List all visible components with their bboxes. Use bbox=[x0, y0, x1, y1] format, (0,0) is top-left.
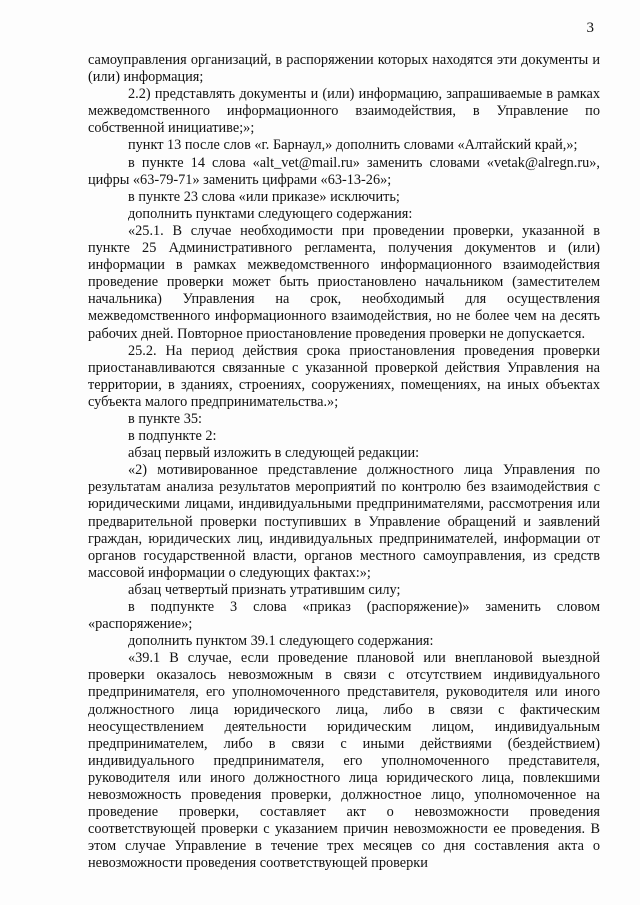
paragraph: «39.1 В случае, если проведение плановой или внеплановой выездной проверки оказалось невозможным в связи с отсутствием индивидуального предпринимателя, его уполномоченного представителя, руководителя или иного должностного лица юридического лица, либо в связи с фактическим неосуществлением деятельности юридическим лицом, индивидуальным предпринимателем, либо в связи с иными действиями (бездействием) индивидуального предпринимателя, его уполномоченного представителя, руководителя или иного должностного лица юридического лица, повлекшими невозможность проведения проверки, должностное лицо, уполномоченное на проведение проверки, составляет акт о невозможности проведения соответствующей проверки с указанием причин невозможности ее проведения. В этом случае Управление в течение трех месяцев со дня составления акта о невозможности проведения соответствующей проверки bbox=[88, 650, 600, 872]
paragraph: в пункте 35: bbox=[128, 410, 202, 427]
paragraph: абзац первый изложить в следующей редакции: bbox=[128, 445, 420, 462]
paragraph: в пункте 14 слова «alt_vet@mail.ru» заменить словами «vetak@alregn.ru», цифры «63-79-71» заменить цифрами «63-13-26»; bbox=[88, 154, 600, 188]
paragraph: самоуправления организаций, в распоряжении которых находятся эти документы и (или) информация; bbox=[88, 52, 600, 86]
page-number: 3 bbox=[586, 20, 594, 36]
paragraph: 2.2) представлять документы и (или) информацию, запрашиваемые в рамках межведомственного информационного взаимодействия, в Управление по собственной инициативе;»; bbox=[88, 86, 600, 137]
paragraph: абзац четвертый признать утратившим силу; bbox=[128, 581, 401, 598]
paragraph: 25.2. На период действия срока приостановления проведения проверки приостанавливаются связанные с указанной проверкой действия Управления на территории, в зданиях, строениях, сооружениях, помещениях, на иных объектах субъекта малого предпринимательства.»; bbox=[88, 342, 600, 410]
paragraph: дополнить пунктами следующего содержания: bbox=[128, 205, 413, 222]
paragraph: в подпункте 3 слова «приказ (распоряжение)» заменить словом «распоряжение»; bbox=[88, 599, 600, 633]
paragraph: пункт 13 после слов «г. Барнаул,» дополнить словами «Алтайский край,»; bbox=[128, 137, 578, 154]
document-body bbox=[88, 52, 600, 873]
paragraph: дополнить пунктом 39.1 следующего содержания: bbox=[128, 633, 434, 650]
paragraph: «2) мотивированное представление должностного лица Управления по результатам анализа результатов мероприятий по контролю без взаимодействия с юридическими лицами, индивидуальными предпринимателями, рассмотрения или предварительной проверки поступивших в Управление обращений и заявлений граждан, юридических лиц, индивидуальных предпринимателей, информации от органов государственной власти, органов местного самоуправления, из средств массовой информации о следующих фактах:»; bbox=[88, 462, 600, 581]
paragraph: «25.1. В случае необходимости при проведении проверки, указанной в пункте 25 Административного регламента, получения документов и (или) информации в рамках межведомственного информационного взаимодействия проведение проверки может быть приостановлено начальником (заместителем начальника) Управления на срок, необходимый для осуществления межведомственного информационного взаимодействия, но не более чем на десять рабочих дней. Повторное приостановление проведения проверки не допускается. bbox=[88, 222, 600, 342]
paragraph: в подпункте 2: bbox=[128, 428, 217, 445]
paragraph: в пункте 23 слова «или приказе» исключить; bbox=[128, 188, 400, 205]
